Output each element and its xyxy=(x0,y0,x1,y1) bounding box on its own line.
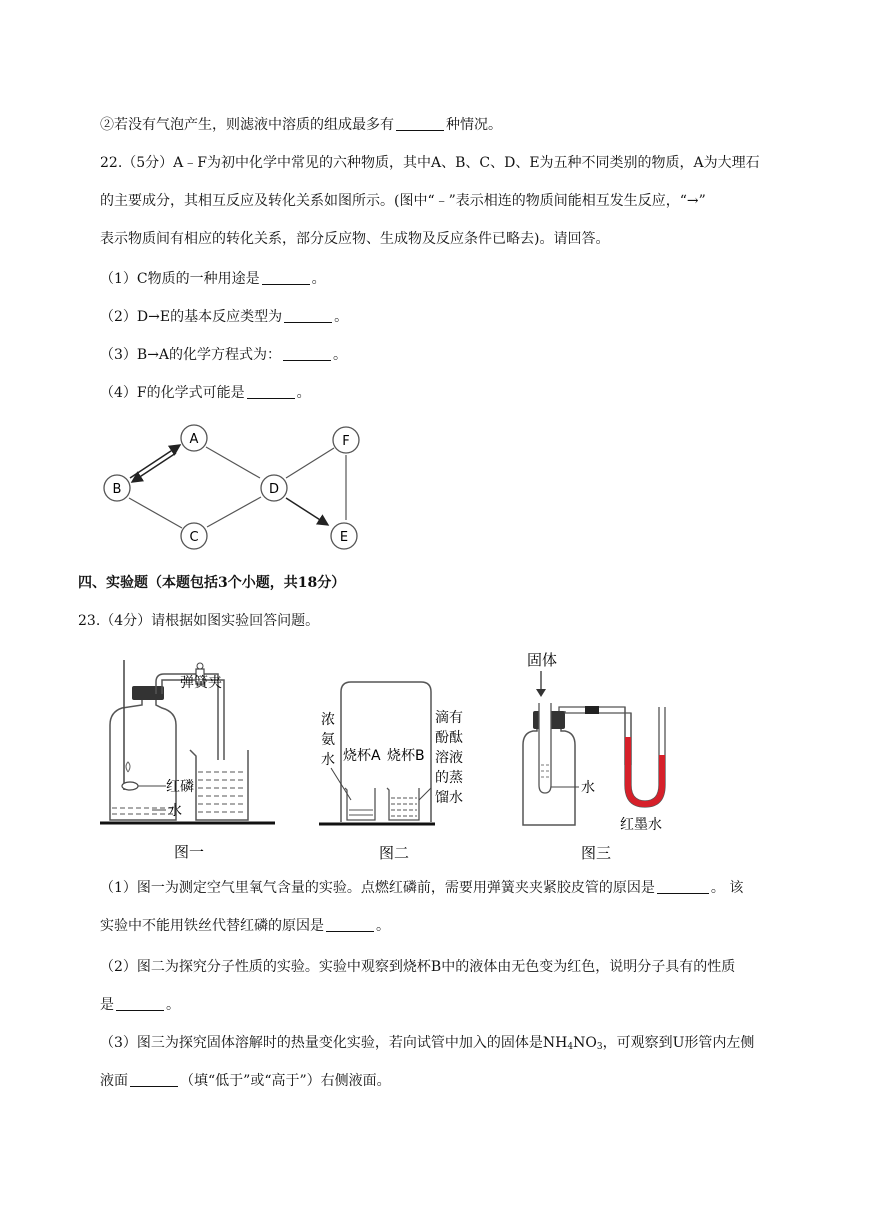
section-heading: 四、实验题（本题包括3个小题，共18分） xyxy=(78,575,346,591)
q21-part2: ②若没有气泡产生，则滤液中溶质的组成最多有 种情况。 xyxy=(100,117,502,133)
answer-blank[interactable] xyxy=(284,308,332,323)
node-c xyxy=(181,523,207,549)
answer-blank[interactable] xyxy=(247,384,295,399)
q23-part2-line2: 是 。 xyxy=(100,997,180,1013)
node-a xyxy=(181,425,207,451)
svg-text:C: C xyxy=(189,530,199,545)
q22-sub2: （2）D→E的基本反应类型为 。 xyxy=(100,309,349,325)
red-phosphorus-label: 红磷 xyxy=(166,779,194,795)
figure-3-dissolution-heat xyxy=(515,645,690,870)
edge-a-d xyxy=(206,447,260,478)
water-label: 水 xyxy=(581,780,595,796)
q22-stem-line1: 22.（5分）A﹣F为初中化学中常见的六种物质，其中A、B、C、D、E为五种不同类别的物质，A为大理石 xyxy=(100,155,760,171)
q22-sub4: （4）F的化学式可能是 。 xyxy=(100,385,311,401)
svg-text:B: B xyxy=(112,482,122,497)
answer-blank[interactable] xyxy=(262,270,310,285)
q23-part2-line1: （2）图二为探究分子性质的实验。实验中观察到烧杯B中的液体由无色变为红色，说明分子具有的性质 xyxy=(100,959,736,975)
node-d xyxy=(261,475,287,501)
phenol-label-2: 酚酞 xyxy=(435,730,463,746)
q23-part1-line1: （1）图一为测定空气里氧气含量的实验。点燃红磷前，需要用弹簧夹夹紧胶皮管的原因是 。 该 xyxy=(100,880,744,896)
q22-relation-diagram xyxy=(90,415,390,560)
figure-caption: 图一 xyxy=(174,843,205,861)
edge-c-d xyxy=(207,497,261,527)
answer-blank[interactable] xyxy=(657,879,709,894)
edge-a-to-b xyxy=(132,453,176,482)
edge-b-c xyxy=(129,498,182,528)
beaker-b-label: 烧杯B xyxy=(387,748,425,764)
answer-blank[interactable] xyxy=(283,346,331,361)
edge-d-f xyxy=(286,448,334,478)
figure-caption: 图三 xyxy=(581,844,612,862)
rubber-stopper xyxy=(132,686,164,700)
phenol-label-1: 滴有 xyxy=(435,710,463,726)
node-e xyxy=(331,523,357,549)
red-ink-label: 红墨水 xyxy=(620,817,662,833)
ammonia-label-1: 浓 xyxy=(321,712,335,728)
q23-part3-line1: （3）图三为探究固体溶解时的热量变化实验，若向试管中加入的固体是$NH_4NO_3$，可观察到U形管内左侧 xyxy=(100,1035,755,1052)
answer-blank[interactable] xyxy=(130,1072,178,1087)
combustion-spoon xyxy=(122,782,138,790)
edge-d-to-e xyxy=(286,498,328,525)
ammonia-label-3: 水 xyxy=(321,752,335,768)
figure-1-oxygen-apparatus xyxy=(100,660,300,870)
q22-sub1: （1）C物质的一种用途是 。 xyxy=(100,271,326,287)
answer-blank[interactable] xyxy=(326,917,374,932)
figure-caption: 图二 xyxy=(379,844,410,862)
answer-blank[interactable] xyxy=(396,116,444,131)
ammonia-label-2: 氨 xyxy=(321,732,335,748)
beaker xyxy=(190,750,248,820)
answer-blank[interactable] xyxy=(116,996,164,1011)
collection-bottle xyxy=(110,696,176,820)
phenol-label-4: 的蒸 xyxy=(435,770,463,786)
node-f xyxy=(333,427,359,453)
svg-text:A: A xyxy=(189,432,199,447)
figure-2-molecule-diffusion xyxy=(313,670,483,870)
q22-stem-line2: 的主要成分，其相互反应及转化关系如图所示。(图中“﹣”表示相连的物质间能相互发生反应，“→” xyxy=(100,193,706,209)
q22-stem-line3: 表示物质间有相应的转化关系，部分反应物、生成物及反应条件已略去)。请回答。 xyxy=(100,231,610,247)
q23-part3-line2: 液面 （填“低于”或“高于”）右侧液面。 xyxy=(100,1073,391,1089)
q22-sub3: （3）B→A的化学方程式为： 。 xyxy=(100,347,348,363)
test-tube xyxy=(539,703,551,793)
svg-text:D: D xyxy=(268,482,280,497)
node-b xyxy=(104,475,130,501)
edge-b-to-a xyxy=(130,445,180,478)
svg-text:E: E xyxy=(339,530,349,545)
water-label: 水 xyxy=(168,803,182,819)
phenol-label-3: 溶液 xyxy=(435,750,463,766)
clamp-label: 弹簧夹 xyxy=(180,675,222,691)
solid-label: 固体 xyxy=(527,651,558,669)
phenol-label-5: 馏水 xyxy=(435,790,463,806)
svg-text:F: F xyxy=(342,434,350,449)
beaker-a-label: 烧杯A xyxy=(343,748,381,764)
q23-part1-line2: 实验中不能用铁丝代替红磷的原因是 。 xyxy=(100,918,390,934)
q23-stem: 23.（4分）请根据如图实验回答问题。 xyxy=(78,613,320,629)
beaker-water xyxy=(198,772,246,812)
